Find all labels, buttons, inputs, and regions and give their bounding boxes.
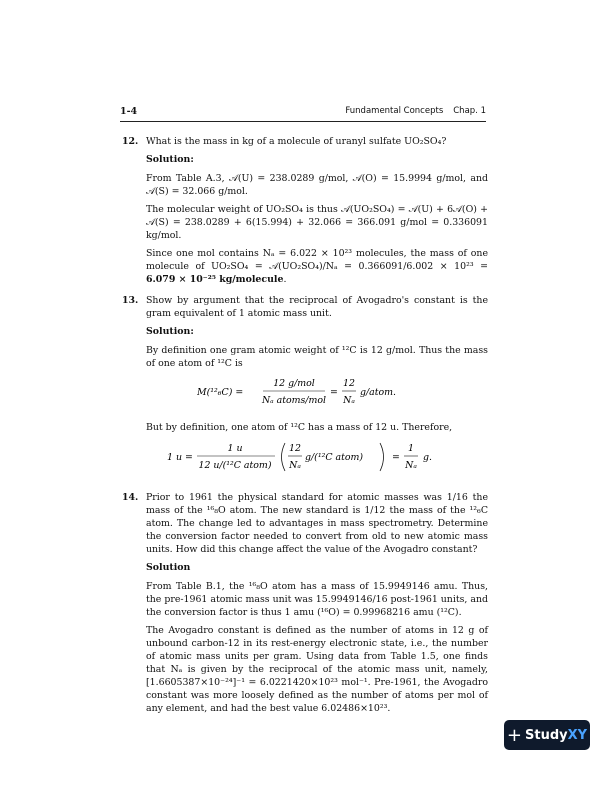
equation-svg [197,375,437,409]
page-header [120,106,486,120]
header-rule [120,121,486,122]
problem-number: 13. [122,295,139,306]
problem-number: 12. [122,136,139,147]
problem-number: 14. [122,492,139,503]
eq-num: 1 u [227,443,243,454]
running-title [345,106,486,116]
solution-text: Since one mol contains Nₐ = 6.022 × 10²³ molecules, the mass of one molecule of UO₂SO₄ = 𝒜(UO₂SO₄)/Nₐ = 0.366091/6.002 × 10²³ = [146,248,488,272]
eq-num2: 12 [343,378,355,389]
right-paren [380,443,384,471]
problem-body [146,491,488,720]
problem-body [146,135,488,291]
eq-num3: 1 [408,443,414,454]
eq-tail: g/atom. [360,387,397,398]
answer-highlight: 6.079 × 10⁻²⁵ kg/molecule [146,274,284,285]
header-chapter: Chap. 1 [453,106,486,116]
answer-end: . [283,274,287,285]
solution-paragraph: But by definition, one atom of ¹²C has a mass of 12 u. Therefore, [146,422,453,433]
eq-lhs: 1 u = [167,452,193,463]
solution-paragraph: The Avogadro constant is defined as the number of atoms in 12 g of unbound carbon-12 in its rest-energy electronic state, i.e., the number of atomic mass units per gram. Using data from Table 1.5, one finds that Nₐ is given by the reciprocal of the atomic mass unit, namely, [1.6605387×10⁻²⁴]⁻¹ = 6.0221420×10²³ mol⁻¹. Pre-1961, the Avogadro constant was more loosely defined as the number of atoms per mol of any element, and had the best value 6.02486×10²³. [146,625,488,714]
eq-mid: g/(¹²C atom) [305,452,364,463]
left-paren [282,443,286,471]
problem-question: Show by argument that the reciprocal of Avogadro's constant is the gram equivalent of 1 atomic mass unit. [146,295,488,319]
eq-tail: g. [423,452,432,463]
eq-den2: Nₐ [343,395,355,406]
eq-den3: Nₐ [405,460,417,471]
solution-label: Solution: [146,154,194,165]
eq-equals: = [330,387,338,398]
solution-paragraph: The molecular weight of UO₂SO₄ is thus 𝒜(UO₂SO₄) = 𝒜(U) + 6𝒜(O) + 𝒜(S) = 238.0289 + 6(15.994) + 32.066 = 366.091 g/mol = 0.336091 kg/mol. [146,204,488,241]
equation-svg [167,439,467,475]
studyxy-watermark [504,720,590,750]
eq-den: Nₐ atoms/mol [261,395,327,406]
problem-question: What is the mass in kg of a molecule of uranyl sulfate UO₂SO₄? [146,136,447,147]
problem-body [146,294,488,487]
solution-paragraph: From Table A.3, 𝒜(U) = 238.0289 g/mol, 𝒜(O) = 15.9994 g/mol, and 𝒜(S) = 32.066 g/mol. [146,173,488,197]
solution-paragraph: By definition one gram atomic weight of ¹²C is 12 g/mol. Thus the mass of one atom of ¹²C is [146,345,488,369]
solution-paragraph [146,247,488,286]
eq-den2: Nₐ [289,460,301,471]
equation-amu [146,439,488,479]
solution-label: Solution [146,562,191,573]
watermark-accent: XY [567,727,588,743]
eq-den: 12 u/(¹²C atom) [198,460,272,471]
plus-icon: + [506,724,523,746]
equation-mass-c12 [146,375,488,413]
header-title: Fundamental Concepts [345,106,444,116]
solution-label: Solution: [146,326,194,337]
eq-num2: 12 [289,443,301,454]
eq-equals: = [392,452,400,463]
watermark-text: Study [525,727,568,743]
eq-num: 12 g/mol [273,378,315,389]
problem-question: Prior to 1961 the physical standard for atomic masses was 1/16 the mass of the ¹⁶₈O atom. The new standard is 1/12 the mass of the ¹²₆C atom. The change led to advantages in mass spectrometry. Determine the conversion factor needed to convert from old to new atomic mass units. How did this change affect the value of the Avogadro constant? [146,492,488,555]
solution-paragraph: From Table B.1, the ¹⁶₈O atom has a mass of 15.9949146 amu. Thus, the pre-1961 atomic mass unit was 15.9949146/16 post-1961 units, and the conversion factor is thus 1 amu (¹⁶O) = 0.99968216 amu (¹²C). [146,581,488,618]
eq-lhs: M(¹²₆C) = [197,387,244,398]
page-number: 1-4 [120,106,138,117]
